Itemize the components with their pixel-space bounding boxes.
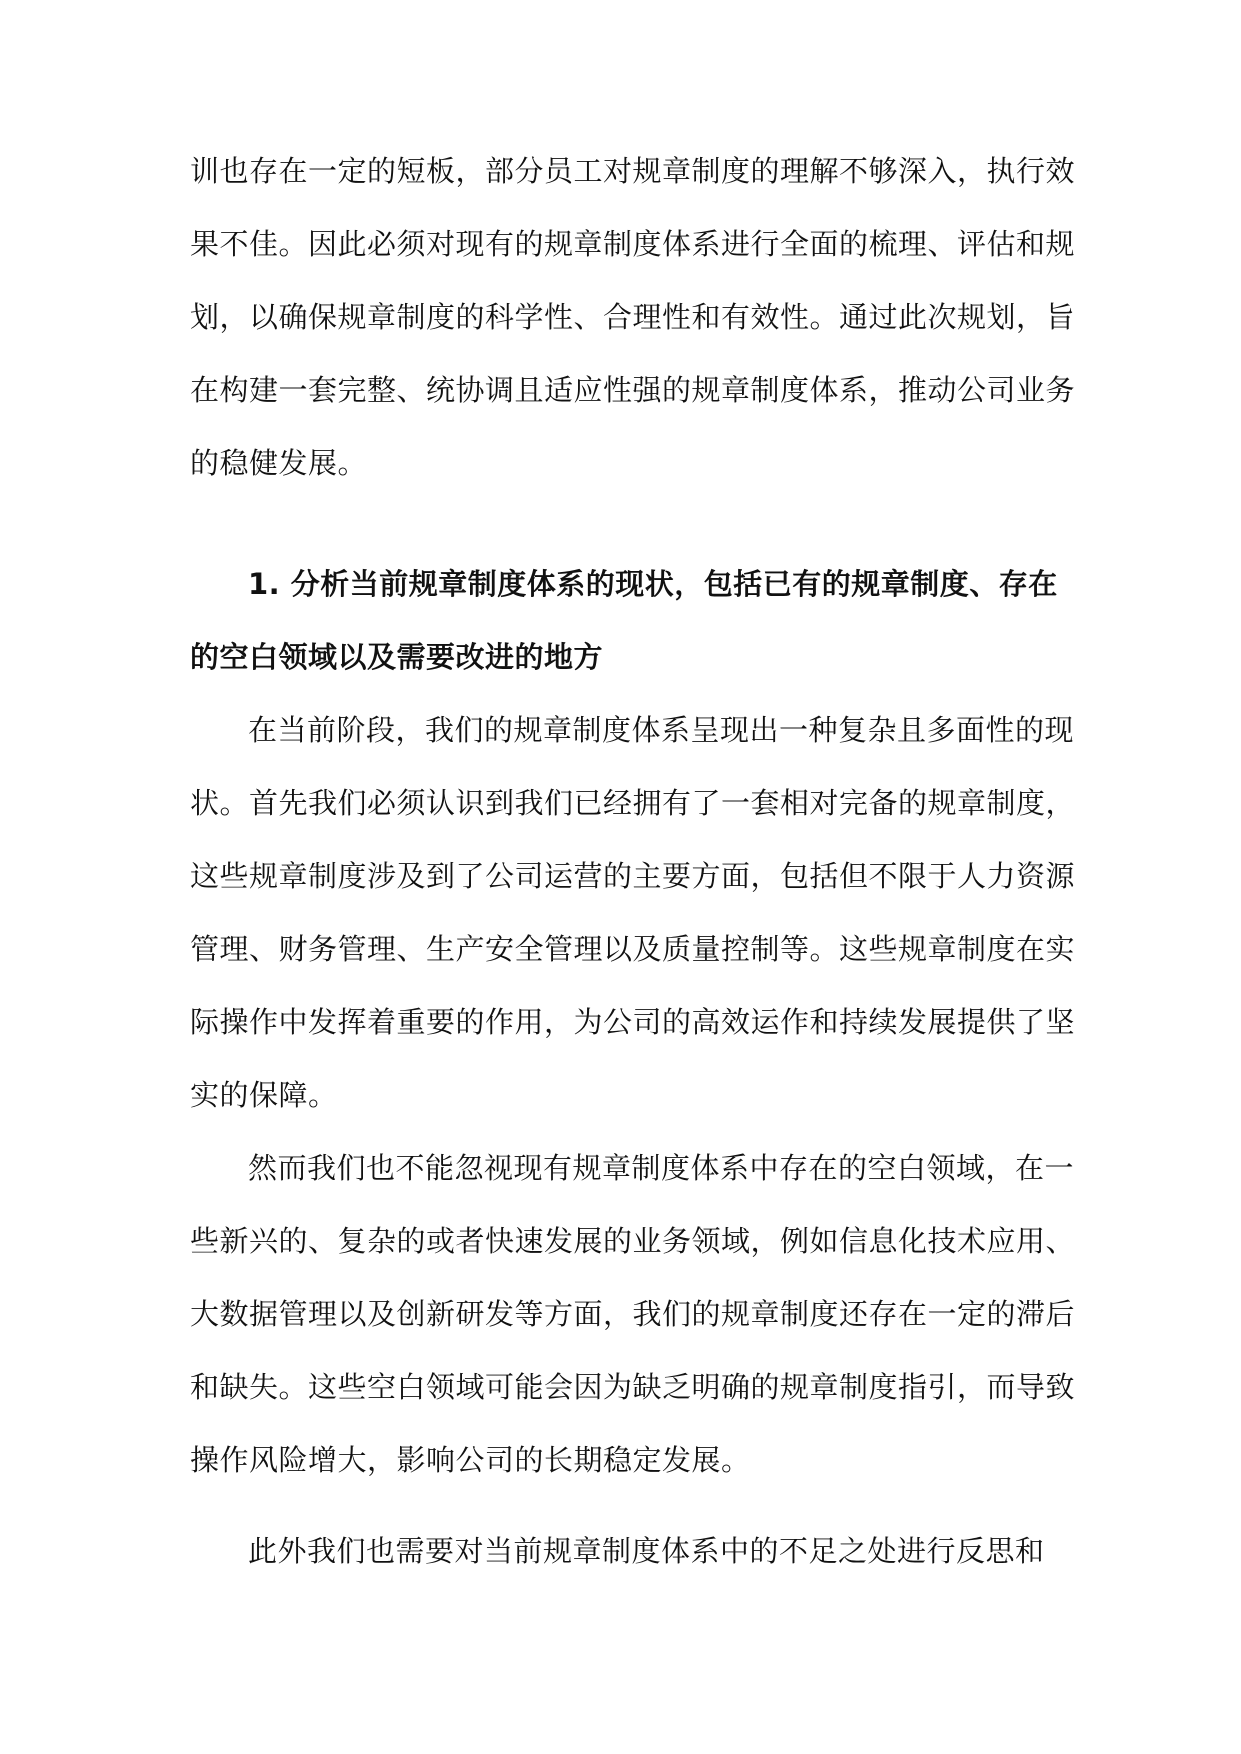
paragraph-current-state-line: 这些规章制度涉及到了公司运营的主要方面，包括但不限于人力资源 (190, 859, 1076, 893)
paragraph-gaps-line: 大数据管理以及创新研发等方面，我们的规章制度还存在一定的滞后 (190, 1297, 1076, 1331)
paragraph-intro-line: 训也存在一定的短板，部分员工对规章制度的理解不够深入，执行效 (190, 154, 1076, 188)
paragraph-reflection-line: 此外我们也需要对当前规章制度体系中的不足之处进行反思和 (248, 1534, 1045, 1568)
section-heading-line: 1. 分析当前规章制度体系的现状，包括已有的规章制度、存在 (248, 567, 1058, 601)
paragraph-intro-line: 的稳健发展。 (190, 446, 368, 480)
paragraph-current-state-line: 状。首先我们必须认识到我们已经拥有了一套相对完备的规章制度， (190, 786, 1076, 820)
paragraph-gaps-line: 和缺失。这些空白领域可能会因为缺乏明确的规章制度指引，而导致 (190, 1370, 1076, 1404)
paragraph-gaps-line: 然而我们也不能忽视现有规章制度体系中存在的空白领域，在一 (248, 1151, 1075, 1185)
paragraph-current-state-line: 在当前阶段，我们的规章制度体系呈现出一种复杂且多面性的现 (248, 713, 1075, 747)
section-heading-line: 的空白领域以及需要改进的地方 (190, 640, 604, 674)
paragraph-intro-line: 果不佳。因此必须对现有的规章制度体系进行全面的梳理、评估和规 (190, 227, 1076, 261)
paragraph-intro-line: 在构建一套完整、统协调且适应性强的规章制度体系，推动公司业务 (190, 373, 1076, 407)
paragraph-gaps-line: 些新兴的、复杂的或者快速发展的业务领域，例如信息化技术应用、 (190, 1224, 1076, 1258)
paragraph-current-state-line: 管理、财务管理、生产安全管理以及质量控制等。这些规章制度在实 (190, 932, 1076, 966)
paragraph-current-state-line: 际操作中发挥着重要的作用，为公司的高效运作和持续发展提供了坚 (190, 1005, 1076, 1039)
paragraph-current-state-line: 实的保障。 (190, 1078, 338, 1112)
paragraph-gaps-line: 操作风险增大，影响公司的长期稳定发展。 (190, 1443, 751, 1477)
paragraph-intro-line: 划，以确保规章制度的科学性、合理性和有效性。通过此次规划，旨 (190, 300, 1076, 334)
